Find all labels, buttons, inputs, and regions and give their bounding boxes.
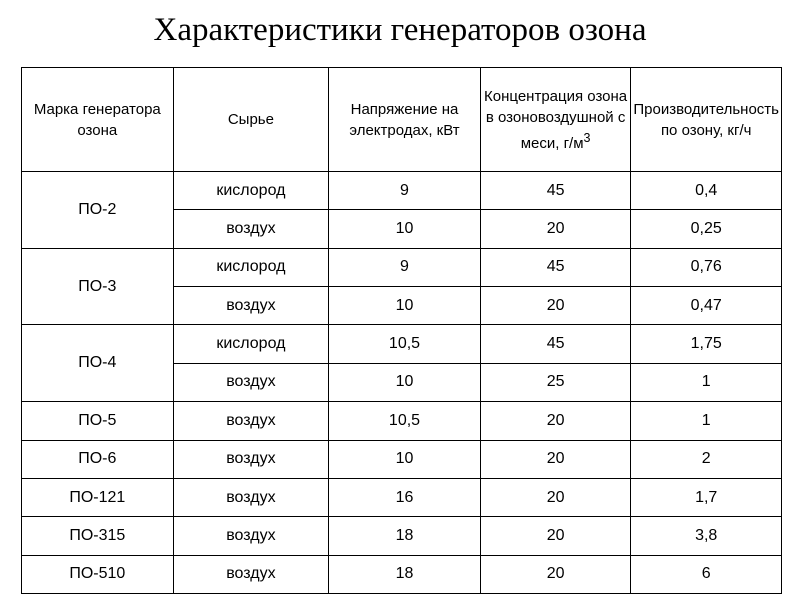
cell-concentration: 20 xyxy=(480,440,631,478)
cell-concentration: 20 xyxy=(480,555,631,593)
cell-raw: воздух xyxy=(173,210,329,248)
cell-raw: воздух xyxy=(173,363,329,401)
header-productivity: Производительность по озону, кг/ч xyxy=(631,68,782,172)
cell-productivity: 0,76 xyxy=(631,248,782,286)
cell-brand: ПО-315 xyxy=(22,517,174,555)
table-row xyxy=(22,555,782,593)
cell-raw: кислород xyxy=(173,172,329,210)
cell-concentration: 45 xyxy=(480,172,631,210)
cell-voltage: 10 xyxy=(329,287,481,325)
cell-voltage: 10 xyxy=(329,363,481,401)
cell-raw: кислород xyxy=(173,325,329,363)
cell-brand: ПО-2 xyxy=(22,172,174,249)
cell-voltage: 9 xyxy=(329,248,481,286)
cell-brand: ПО-5 xyxy=(22,402,174,440)
header-concentration-text: Концентрация озона в озоновоздушной смеси, г/м xyxy=(484,87,628,152)
page-title: Характеристики генераторов озона xyxy=(153,12,647,48)
table-header-row xyxy=(22,68,782,172)
cell-concentration: 20 xyxy=(480,287,631,325)
cell-concentration: 20 xyxy=(480,478,631,516)
cell-raw: воздух xyxy=(173,440,329,478)
cell-voltage: 16 xyxy=(329,478,481,516)
cell-productivity: 6 xyxy=(631,555,782,593)
cell-concentration: 20 xyxy=(480,402,631,440)
header-brand: Марка генератора озона xyxy=(22,68,174,172)
cell-productivity: 3,8 xyxy=(631,517,782,555)
cell-voltage: 10 xyxy=(329,210,481,248)
header-voltage: Напряжение на электродах, кВт xyxy=(329,68,481,172)
table-row xyxy=(22,402,782,440)
cell-raw: воздух xyxy=(173,478,329,516)
cell-productivity: 0,25 xyxy=(631,210,782,248)
cell-raw: воздух xyxy=(173,402,329,440)
ozone-generators-table xyxy=(21,67,782,594)
cell-productivity: 0,47 xyxy=(631,287,782,325)
cell-brand: ПО-510 xyxy=(22,555,174,593)
cell-voltage: 10,5 xyxy=(329,325,481,363)
cell-productivity: 0,4 xyxy=(631,172,782,210)
cell-brand: ПО-4 xyxy=(22,325,174,402)
cell-concentration: 25 xyxy=(480,363,631,401)
cell-concentration: 45 xyxy=(480,325,631,363)
cell-productivity: 1,7 xyxy=(631,478,782,516)
cell-productivity: 2 xyxy=(631,440,782,478)
header-concentration xyxy=(480,68,631,172)
cell-voltage: 18 xyxy=(329,555,481,593)
cell-brand: ПО-3 xyxy=(22,248,174,325)
cell-productivity: 1,75 xyxy=(631,325,782,363)
cell-concentration: 45 xyxy=(480,248,631,286)
cell-concentration: 20 xyxy=(480,517,631,555)
cell-raw: воздух xyxy=(173,287,329,325)
table-row xyxy=(22,248,782,286)
header-concentration-sup: 3 xyxy=(583,130,591,145)
cell-brand: ПО-121 xyxy=(22,478,174,516)
table-row xyxy=(22,172,782,210)
table-row xyxy=(22,478,782,516)
cell-voltage: 9 xyxy=(329,172,481,210)
cell-voltage: 10 xyxy=(329,440,481,478)
cell-concentration: 20 xyxy=(480,210,631,248)
table-row xyxy=(22,440,782,478)
cell-raw: воздух xyxy=(173,517,329,555)
cell-raw: воздух xyxy=(173,555,329,593)
cell-voltage: 18 xyxy=(329,517,481,555)
header-raw-material: Сырье xyxy=(173,68,329,172)
cell-brand: ПО-6 xyxy=(22,440,174,478)
cell-raw: кислород xyxy=(173,248,329,286)
table-row xyxy=(22,325,782,363)
table-row xyxy=(22,517,782,555)
cell-voltage: 10,5 xyxy=(329,402,481,440)
cell-productivity: 1 xyxy=(631,363,782,401)
cell-productivity: 1 xyxy=(631,402,782,440)
